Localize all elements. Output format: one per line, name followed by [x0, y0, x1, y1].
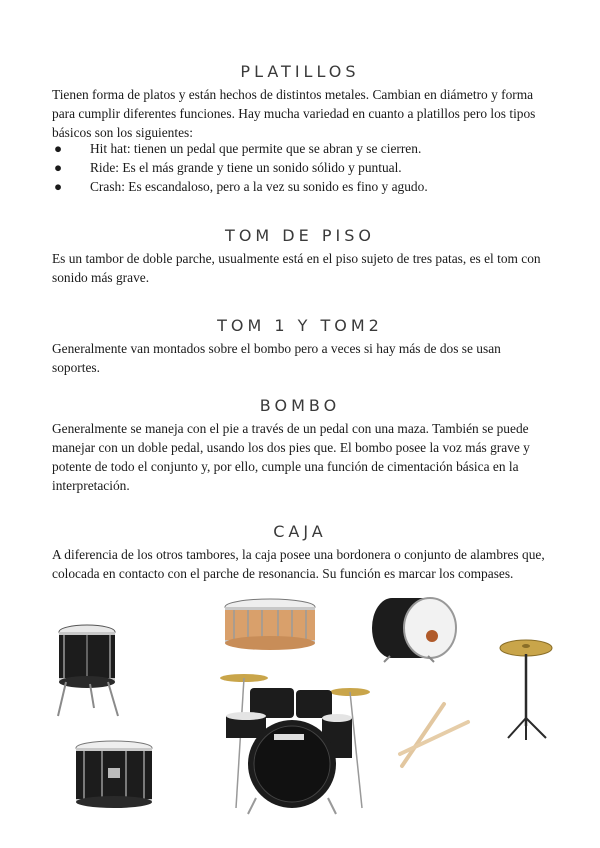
heading-bombo: BOMBO [259, 396, 341, 415]
list-item: ● Ride: Es el más grande y tiene un sonido sólido y puntual. [54, 160, 402, 175]
bullet-list-platillos [52, 139, 552, 196]
drum-kit-image [212, 668, 374, 816]
heading-tom-piso: TOM DE PISO [225, 226, 375, 245]
heading-toms: TOM 1 Y TOM2 [217, 316, 383, 335]
paragraph-tom-piso: Es un tambor de doble parche, usualmente está en el piso sujeto de tres patas, es el tom con sonido más grave. [52, 251, 541, 285]
drumsticks-image [396, 700, 472, 772]
heading-platillos: PLATILLOS [240, 62, 360, 81]
bullet-icon: ● [54, 179, 63, 194]
cymbal-stand-image [498, 634, 554, 746]
floor-tom-image [52, 622, 122, 720]
bullet-icon: ● [54, 141, 63, 156]
bass-drum-image [370, 596, 460, 664]
paragraph-bombo: Generalmente se maneja con el pie a través de un pedal con una maza. También se puede manejar con un doble pedal, usando los dos pies que. El bombo posee la voz más grave y potente de todo el conjunto y, por ello, cumple una función de cimentación básica en la interpretación. [52, 421, 530, 493]
paragraph-toms: Generalmente van montados sobre el bombo pero a veces si hay más de dos se usan soportes. [52, 341, 501, 375]
bullet-icon: ● [54, 160, 63, 175]
tom-drum-image [72, 738, 156, 814]
list-item: ● Crash: Es escandaloso, pero a la vez su sonido es fino y agudo. [54, 179, 428, 194]
paragraph-platillos: Tienen forma de platos y están hechos de distintos metales. Cambian en diámetro y forma para cumplir diferentes funciones. Hay mucha variedad en cuanto a platillos pero los tipos básicos son los siguientes: [52, 87, 536, 140]
paragraph-caja: A diferencia de los otros tambores, la caja posee una bordonera o conjunto de alambres que, colocada en contacto con el parche de resonancia. Su función es marcar los compases. [52, 547, 545, 581]
snare-drum-wood-image [222, 597, 318, 655]
list-item: ● Hit hat: tienen un pedal que permite que se abran y se cierren. [54, 141, 422, 156]
heading-caja: CAJA [273, 522, 327, 541]
